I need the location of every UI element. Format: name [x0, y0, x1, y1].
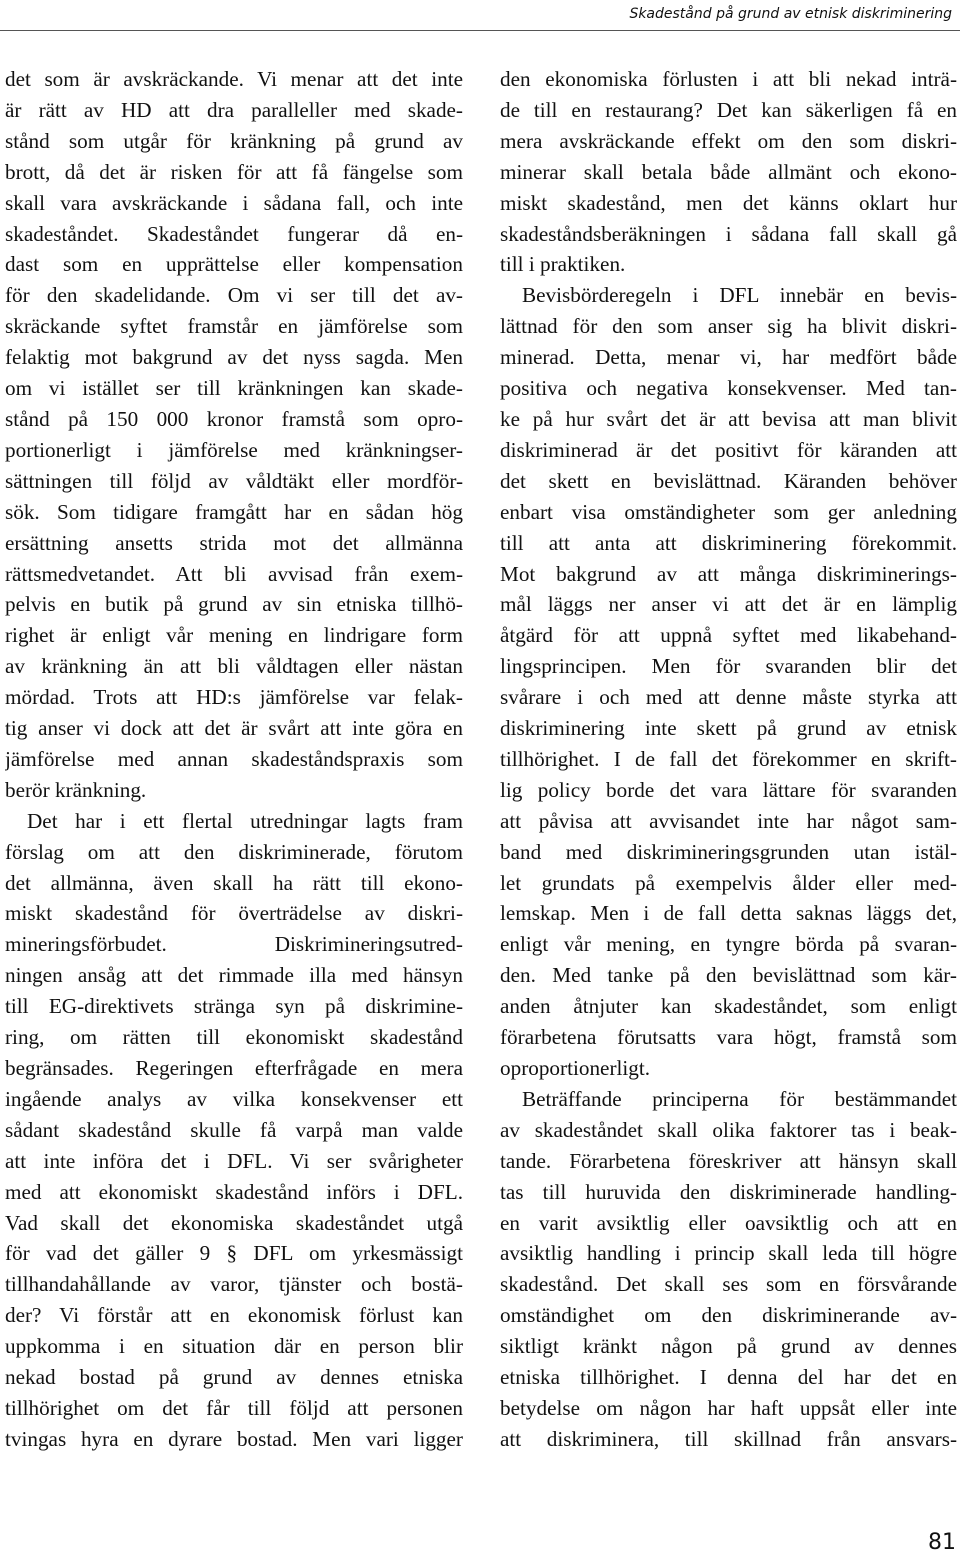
text-line: lig policy borde det vara lättare för svaranden — [500, 777, 957, 802]
text-line: Det har i ett flertal utredningar lagts fram — [27, 808, 463, 833]
text-line: det som är avskräckande. Vi menar att det inte — [5, 67, 463, 91]
text-line: band med diskrimineringsgrunden utan istäl- — [500, 839, 957, 864]
text-line: Beträffande principerna för bestämmandet — [522, 1086, 957, 1111]
text-line: ring, om rätten till ekonomiskt skadestånd — [5, 1025, 463, 1050]
text-line: det skett en bevislättnad. Käranden behöver — [500, 468, 957, 493]
text-line: tillhörighet. I de fall det förekommer en skrift- — [500, 746, 957, 771]
left-text-column — [5, 64, 463, 1455]
text-line: diskriminerad är det positivt för käranden att — [500, 437, 957, 462]
running-title: Skadestånd på grund av etnisk diskriminering — [629, 6, 952, 22]
text-line: miskt skadestånd, men det känns oklart hur — [500, 190, 957, 215]
text-line: skräckande syftet framstår en jämförelse som — [5, 314, 463, 339]
text-line: felaktig mot bakgrund av det nyss sagda. Men — [5, 345, 463, 370]
text-line: mera avskräckande effekt om den som diskri- — [500, 128, 957, 153]
text-line: till EG-direktivets stränga syn på diskrimine- — [5, 994, 463, 1019]
text-line: tas till huruvida den diskriminerade handling- — [500, 1179, 957, 1204]
text-line: minerar skall betala både allmänt och ekono- — [500, 159, 957, 184]
text-line: jämförelse med annan skadeståndspraxis som — [5, 746, 463, 771]
text-line: de till en restaurang? Det kan säkerligen få en — [500, 97, 957, 122]
text-line: en varit avsiktlig eller oavsiktlig och att en — [500, 1210, 957, 1235]
text-line: rättsmedvetandet. Att bli avvisad från exem- — [5, 561, 463, 586]
text-line: positiva och negativa konsekvenser. Med tan- — [500, 376, 957, 401]
text-line: let grundats på exempelvis ålder eller med- — [500, 870, 957, 895]
header-rule — [0, 30, 960, 31]
text-line: ingående analys av vilka konsekvenser ett — [5, 1086, 463, 1111]
text-line: minerad. Detta, menar vi, har medfört både — [500, 345, 957, 370]
page-number: 81 — [928, 1530, 956, 1555]
text-line: oproportionerligt. — [500, 1056, 651, 1080]
text-line: omständighet om den diskriminerande av- — [500, 1303, 957, 1328]
text-line: svårare i och med att denne måste styrka att — [500, 685, 957, 710]
text-line: ke på hur svårt det är att bevisa att man blivit — [500, 406, 957, 431]
text-line: miskt skadestånd för överträdelse av diskri- — [5, 901, 463, 926]
text-line: till att anta att diskriminering förekommit. — [500, 530, 957, 555]
text-line: tillhörighet om det får till följd att personen — [5, 1395, 463, 1420]
text-line: tig anser vi dock att det är svårt att inte göra en — [5, 716, 463, 741]
text-line: är rätt av HD att dra paralleller med skade- — [5, 97, 463, 122]
text-line: att påvisa att avvisandet inte har något sam- — [500, 808, 957, 833]
text-line: Mot bakgrund av att många diskriminerings- — [500, 561, 957, 586]
text-line: den ekonomiska förlusten i att bli nekad inträ- — [500, 67, 957, 91]
text-line: mördad. Trots att HD:s jämförelse var felak- — [5, 685, 463, 710]
text-line: det allmänna, även skall ha rätt till ekono- — [5, 870, 463, 895]
right-text-column — [500, 64, 957, 1455]
text-line: ersättning ansetts strida mot det allmänna — [5, 530, 463, 555]
text-line: anden åtnjuter kan skadeståndet, som enligt — [500, 994, 957, 1019]
text-line: stånd som utgår för kränkning på grund av — [5, 128, 463, 153]
text-line: mineringsförbudet. Diskrimineringsutred- — [5, 932, 463, 957]
text-line: skadeståndsberäkningen i sådana fall skall gå — [500, 221, 957, 246]
text-line: av skadeståndet skall olika faktorer tas i beak- — [500, 1117, 957, 1142]
text-line: att diskriminera, till skillnad från ansvars- — [500, 1426, 957, 1451]
text-line: lingsprincipen. Men för svaranden blir det — [500, 654, 957, 679]
text-line: pelvis en butik på grund av sin etniska tillhö- — [5, 592, 463, 617]
text-line: skadeståndet. Skadeståndet fungerar då en- — [5, 221, 463, 246]
text-line: betydelse om någon har haft uppsåt eller inte — [500, 1395, 957, 1420]
text-line: siktligt kränkt någon på grund av dennes — [500, 1334, 957, 1359]
text-line: Bevisbörderegeln i DFL innebär en bevis- — [522, 283, 957, 308]
text-line: nekad bostad på grund av dennes etniska — [5, 1365, 463, 1390]
text-line: för vad det gäller 9 § DFL om yrkesmässigt — [5, 1241, 463, 1266]
text-line: med att ekonomiskt skadestånd införs i DFL. — [5, 1179, 463, 1204]
text-line: av kränkning än att bli våldtagen eller nästan — [5, 654, 463, 679]
text-line: sök. Som tidigare framgått har en sådan hög — [5, 499, 463, 524]
text-line: righet är enligt vår mening en lindrigare form — [5, 623, 463, 648]
text-line: enligt vår mening, en tyngre börda på svaran- — [500, 932, 957, 957]
text-line: Vad skall det ekonomiska skadeståndet utgå — [5, 1210, 463, 1235]
text-line: enbart visa omständigheter som ger anledning — [500, 499, 957, 524]
text-line: förarbetena förutsatts vara högt, framstå som — [500, 1025, 957, 1050]
text-line: uppkomma i en situation där en person blir — [5, 1334, 463, 1359]
text-line: att inte införa det i DFL. Vi ser svårigheter — [5, 1148, 463, 1173]
text-line: der? Vi förstår att en ekonomisk förlust kan — [5, 1303, 463, 1328]
text-line: skadestånd. Det skall ses som en försvårande — [500, 1272, 957, 1297]
text-line: åtgärd för att uppnå syftet med likabehand- — [500, 623, 957, 648]
text-line: lemskap. Men i de fall detta saknas läggs det, — [500, 901, 957, 926]
text-line: om vi istället ser till kränkningen kan skade- — [5, 376, 463, 401]
text-line: ningen ansåg att det rimmade illa med hänsyn — [5, 963, 463, 988]
text-line: skall vara avskräckande i sådana fall, och inte — [5, 190, 463, 215]
text-line: avsiktlig handling i princip skall leda till högre — [500, 1241, 957, 1266]
text-line: etniska tillhörighet. I denna del har det en — [500, 1365, 957, 1390]
text-line: begränsades. Regeringen efterfrågade en mera — [5, 1056, 463, 1080]
text-line: stånd på 150 000 kronor framstå som opro- — [5, 406, 463, 431]
text-line: förslag om att den diskriminerade, förutom — [5, 839, 463, 864]
text-line: portionerligt i jämförelse med kränkningser- — [5, 437, 463, 462]
text-line: lättnad för den som anser sig ha blivit diskri- — [500, 314, 957, 339]
text-line: den. Med tanke på den bevislättnad som kär- — [500, 963, 957, 988]
text-line: berör kränkning. — [5, 777, 147, 802]
text-line: tande. Förarbetena föreskriver att hänsyn skall — [500, 1148, 957, 1173]
text-line: brott, då det är risken för att få fängelse som — [5, 159, 463, 184]
text-line: tillhandahållande av varor, tjänster och bostä- — [5, 1272, 463, 1297]
text-line: sättningen till följd av våldtäkt eller mordför- — [5, 468, 463, 493]
text-line: mål läggs ner anser vi att det är en lämplig — [500, 592, 957, 617]
text-line: dast som en upprättelse eller kompensation — [5, 252, 463, 277]
text-line: diskriminering inte skett på grund av etnisk — [500, 716, 957, 741]
text-line: till i praktiken. — [500, 252, 626, 277]
text-line: sådant skadestånd skulle få varpå man valde — [5, 1117, 463, 1142]
text-line: för den skadelidande. Om vi ser till det av- — [5, 283, 463, 308]
text-line: tvingas hyra en dyrare bostad. Men vari ligger — [5, 1426, 463, 1451]
